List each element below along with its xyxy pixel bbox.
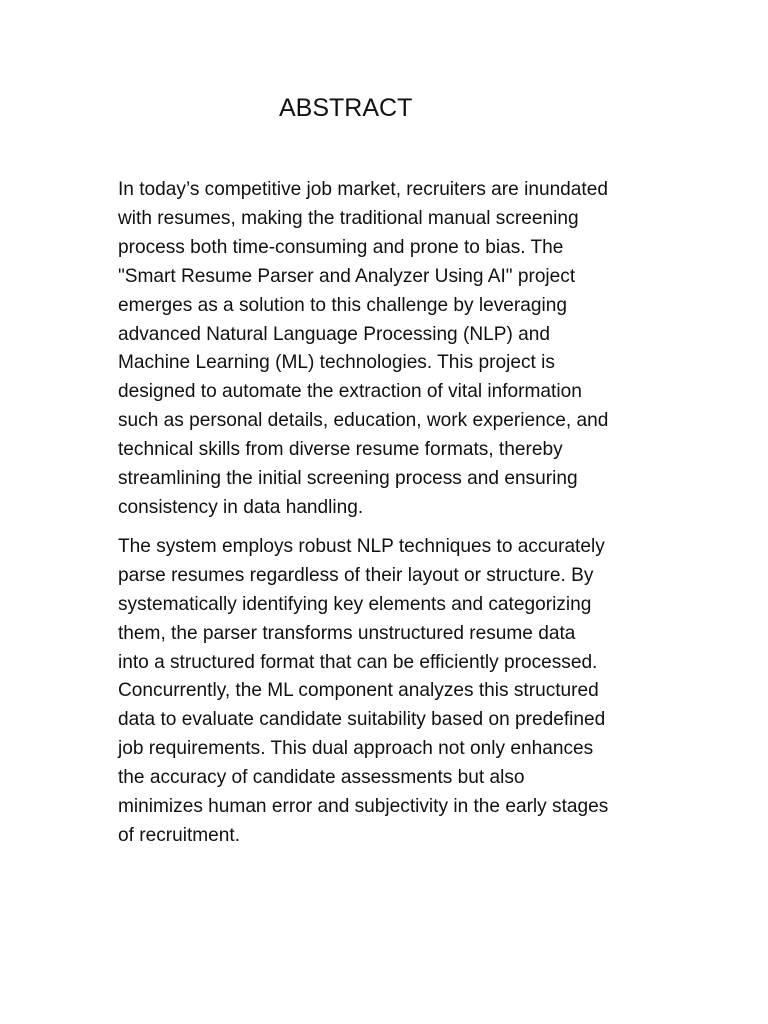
text-line: process both time-consuming and prone to bias. The — [118, 236, 564, 258]
text-line: parse resumes regardless of their layout or structure. By — [118, 564, 594, 586]
text-line: systematically identifying key elements and categorizing — [118, 593, 592, 615]
text-line: into a structured format that can be efficiently processed. — [118, 651, 598, 673]
text-line: advanced Natural Language Processing (NLP) and — [118, 323, 551, 345]
text-line: emerges as a solution to this challenge by leveraging — [118, 294, 567, 316]
abstract-paragraph-1 — [118, 176, 658, 523]
text-line: the accuracy of candidate assessments but also — [118, 767, 525, 789]
text-line: data to evaluate candidate suitability based on predefined — [118, 709, 606, 731]
text-line: In today’s competitive job market, recruiters are inundated — [118, 179, 608, 200]
abstract-paragraph-2 — [118, 533, 658, 851]
text-line: job requirements. This dual approach not only enhances — [118, 738, 594, 760]
text-line: Machine Learning (ML) technologies. This project is — [118, 352, 555, 374]
text-line: streamlining the initial screening process and ensuring — [118, 468, 578, 490]
text-line: consistency in data handling. — [118, 496, 364, 518]
text-line: "Smart Resume Parser and Analyzer Using AI" project — [118, 265, 576, 287]
text-line: them, the parser transforms unstructured resume data — [118, 622, 576, 644]
text-line: The system employs robust NLP techniques to accurately — [118, 535, 605, 557]
text-line: with resumes, making the traditional manual screening — [118, 207, 579, 229]
text-line: Concurrently, the ML component analyzes this structured — [118, 680, 599, 702]
abstract-body — [118, 176, 658, 861]
text-line: technical skills from diverse resume formats, thereby — [118, 439, 563, 461]
text-line: designed to automate the extraction of vital information — [118, 381, 582, 403]
page-title: ABSTRACT — [279, 94, 413, 122]
text-line: minimizes human error and subjectivity in the early stages — [118, 796, 609, 818]
text-line: such as personal details, education, work experience, and — [118, 410, 609, 432]
text-line: of recruitment. — [118, 824, 241, 846]
